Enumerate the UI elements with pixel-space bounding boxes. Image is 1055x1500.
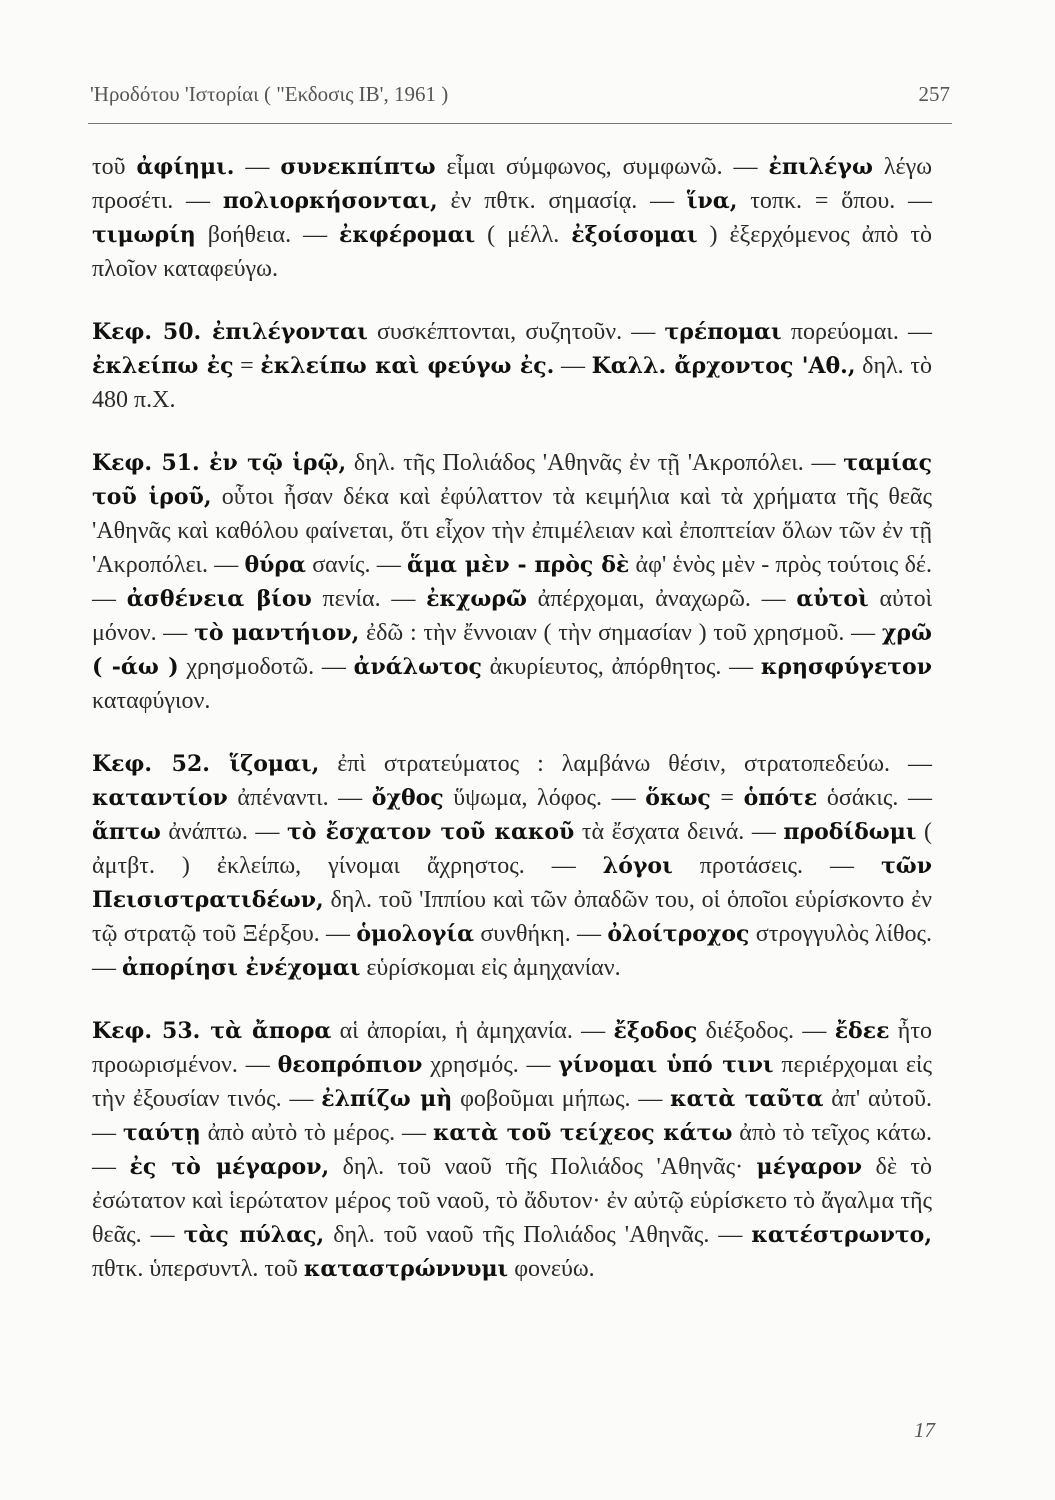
gloss-text: ἀπέναντι. — [227, 785, 372, 811]
gloss-text: δηλ. τοῦ ναοῦ τῆς Πολιάδος 'Αθηνᾶς· [329, 1154, 757, 1180]
headword: ἐς τὸ μέγαρον, [129, 1154, 330, 1180]
gloss-text: δὲ τὸ ἐσώτατον καὶ ἱερώτατον μέρος τοῦ ναοῦ, τὸ ἄδυτον· ἐν αὐτῷ εὑρίσκετο τὸ ἄγαλμα τῆς θεᾶς. — [92, 1154, 933, 1248]
glossary-paragraph [92, 446, 932, 718]
gloss-text: αὐτοὶ μόνον. — [92, 586, 933, 646]
headword: ἵνα, [686, 188, 738, 214]
headword: τὰ ἄπορα [210, 1018, 332, 1044]
gloss-text: — [554, 353, 592, 379]
headword: τὸ μαντήιον, [194, 620, 360, 646]
gloss-text: τοῦ [92, 154, 137, 180]
headword: ὄχθος [371, 785, 444, 811]
headword: προδίδωμι [783, 819, 917, 845]
headword: τρέπομαι [664, 319, 782, 345]
headword: ἐπιλέγονται [212, 319, 368, 345]
gloss-text: συσκέπτονται, συζητοῦν. — [367, 319, 665, 345]
gloss-text: τοπκ. = ὅπου. — [737, 188, 933, 214]
gloss-text: εἶμαι σύμφωνος, συμφωνῶ. — [435, 154, 769, 180]
headword: ἔξοδος [613, 1018, 698, 1044]
headword: τὸ ἔσχατον τοῦ κακοῦ [286, 819, 575, 845]
gloss-text: περιέρχομαι εἰς τὴν ἐξουσίαν τινός. — [92, 1052, 932, 1112]
gloss-text: ἀπὸ τὸ τεῖχος κάτω. — [92, 1120, 933, 1180]
header-title: 'Ηροδότου 'Ιστορίαι ( "Εκδοσις ΙΒ', 1961 ) [90, 82, 449, 106]
headword: ταύτῃ [122, 1120, 201, 1146]
headword: μέγαρον [756, 1154, 863, 1180]
headword: ἀπορίησι ἐνέχομαι [122, 955, 361, 981]
headword: θύρα [244, 552, 306, 578]
headword: ἀσθένεια βίου [126, 586, 312, 612]
gloss-text: ἐδῶ : τὴν ἔννοιαν ( τὴν σημασίαν ) τοῦ χρησμοῦ. — [359, 620, 882, 646]
gloss-text: σανίς. — [305, 552, 408, 578]
gloss-text: χρησμοδοτῶ. — [178, 654, 354, 680]
headword: Κεφ. 52. [92, 751, 230, 777]
headword: ὀλοίτροχος [607, 921, 750, 947]
gloss-text: συνθήκη. — [474, 921, 608, 947]
headword: ἐκλείπω καὶ φεύγω ἐς. [260, 353, 555, 379]
headword: κρησφύγετον [760, 654, 932, 680]
gloss-text: ὁσάκις. — [817, 785, 932, 811]
signature-mark: 17 [914, 1418, 935, 1442]
gloss-text: ἀνάπτω. — [160, 819, 287, 845]
gloss-text: ἀπ' αὐτοῦ. — [92, 1086, 932, 1146]
headword: τῶν Πεισιστρατιδέων, [92, 853, 933, 913]
headword: ἐξοίσομαι [571, 222, 698, 248]
gloss-text: πθτκ. ὑπερσυντλ. τοῦ [92, 1256, 304, 1282]
headword: Καλλ. ἄρχοντος 'Αθ., [591, 353, 856, 379]
headword: γίνομαι ὑπό τινι [558, 1052, 774, 1078]
gloss-text: προτάσεις. — [672, 853, 881, 879]
headword: ἐκφέρομαι [339, 222, 476, 248]
gloss-text: ὕψωμα, λόφος. — [443, 785, 646, 811]
gloss-text: στρογγυλὸς λίθος. — [92, 921, 932, 981]
glossary-body [92, 150, 932, 1315]
headword: τιμωρίη [92, 222, 196, 248]
headword: λόγοι [602, 853, 673, 879]
gloss-text: πενία. — [311, 586, 427, 612]
page-number: 257 [918, 82, 950, 106]
headword: καταντίον [92, 785, 228, 811]
gloss-text: ( μέλλ. [475, 222, 572, 248]
glossary-paragraph [92, 747, 932, 985]
gloss-text: τὰ ἔσχατα δεινά. — [574, 819, 784, 845]
headword: ἔδεε [834, 1018, 890, 1044]
headword: πολιορκήσονται, [222, 188, 438, 214]
headword: ὁμολογία [356, 921, 475, 947]
gloss-text: ἐπὶ στρατεύματος : λαμβάνω θέσιν, στρατοπεδεύω. — [319, 751, 932, 777]
headword: κατὰ ταῦτα [670, 1086, 824, 1112]
headword: ταμίας τοῦ ἱροῦ, [92, 450, 932, 510]
gloss-text: φονεύω. [508, 1256, 595, 1282]
headword: ὅκως [645, 785, 711, 811]
gloss-text: — [234, 154, 281, 180]
headword: κατέστρωντο, [751, 1222, 932, 1248]
gloss-text: ) ἐξερχόμενος ἀπὸ τὸ πλοῖον καταφεύγω. [92, 222, 932, 282]
headword: ἅμα μὲν - πρὸς δὲ [407, 552, 630, 578]
gloss-text: διέξοδος. — [697, 1018, 835, 1044]
gloss-text: δηλ. τοῦ 'Ιππίου καὶ τῶν ὀπαδῶν του, οἱ ὁποῖοι εὑρίσκοντο ἐν τῷ στρατῷ τοῦ Ξέρξου. — [92, 887, 932, 947]
gloss-text: ( ἀμτβτ. ) ἐκλείπω, γίνομαι ἄχρηστος. — [92, 819, 932, 879]
gloss-text: ἀφ' ἑνὸς μὲν - πρὸς τούτοις δέ. — [92, 552, 933, 612]
headword: καταστρώννυμι [303, 1256, 509, 1282]
gloss-text: οὗτοι ἦσαν δέκα καὶ ἐφύλαττον τὰ κειμήλια καὶ τὰ χρήματα τῆς θεᾶς 'Αθηνᾶς καὶ καθόλου φαίνεται, ὅτι εἶχον τὴν ἐπιμέλειαν καὶ ἐποπτείαν ὅλων τῶν ἐν τῇ 'Ακροπόλει. — [92, 484, 932, 578]
gloss-text: βοήθεια. — [195, 222, 340, 248]
headword: ἅπτω [92, 819, 161, 845]
glossary-paragraph [92, 150, 932, 286]
headword: ἐκχωρῶ [426, 586, 527, 612]
gloss-text: δηλ. τῆς Πολιάδος 'Αθηνᾶς ἐν τῇ 'Ακροπόλει. — [346, 450, 844, 476]
headword: ἀνάλωτος [353, 654, 482, 680]
gloss-text: = [233, 353, 261, 379]
headword: αὐτοὶ [796, 586, 869, 612]
glossary-paragraph [92, 315, 932, 417]
headword: Κεφ. 51. [92, 450, 210, 476]
gloss-text: καταφύγιον. [92, 688, 211, 714]
header-rule [88, 123, 952, 124]
headword: συνεκπίπτω [280, 154, 436, 180]
headword: ἐκλείπω ἐς [92, 353, 234, 379]
glossary-paragraph [92, 1014, 932, 1286]
headword: ἀφίημι. [136, 154, 235, 180]
headword: ἐλπίζω μὴ [321, 1086, 453, 1112]
headword: θεοπρόπιον [277, 1052, 423, 1078]
gloss-text: πορεύομαι. — [781, 319, 933, 345]
gloss-text: ἀπέρχομαι, ἀναχωρῶ. — [526, 586, 797, 612]
headword: ἐν τῷ ἱρῷ, [209, 450, 347, 476]
headword: τὰς πύλας, [183, 1222, 325, 1248]
gloss-text: φοβοῦμαι μήπως. — [452, 1086, 671, 1112]
headword: Κεφ. 50. [92, 319, 212, 345]
gloss-text: δηλ. τὸ 480 π.Χ. [92, 353, 932, 413]
gloss-text: ἀπὸ αὐτὸ τὸ μέρος. — [200, 1120, 433, 1146]
gloss-text: χρησμός. — [422, 1052, 559, 1078]
gloss-text: ἀκυρίευτος, ἀπόρθητος. — [481, 654, 761, 680]
gloss-text: αἱ ἀπορίαι, ἡ ἀμηχανία. — [331, 1018, 614, 1044]
gloss-text: = [710, 785, 744, 811]
headword: ἐπιλέγω [768, 154, 873, 180]
headword: χρῶ ( -άω ) [92, 620, 932, 680]
headword: Κεφ. 53. [92, 1018, 211, 1044]
headword: ἵζομαι, [229, 751, 320, 777]
gloss-text: ἦτο προωρισμένον. — [92, 1018, 932, 1078]
gloss-text: εὑρίσκομαι εἰς ἀμηχανίαν. [360, 955, 621, 981]
headword: κατὰ τοῦ τείχεος κάτω [432, 1120, 733, 1146]
gloss-text: δηλ. τοῦ ναοῦ τῆς Πολιάδος 'Αθηνᾶς. — [324, 1222, 752, 1248]
gloss-text: ἐν πθτκ. σημασίᾳ. — [437, 188, 687, 214]
gloss-text: λέγω προσέτι. — [92, 154, 932, 214]
headword: ὁπότε [743, 785, 818, 811]
